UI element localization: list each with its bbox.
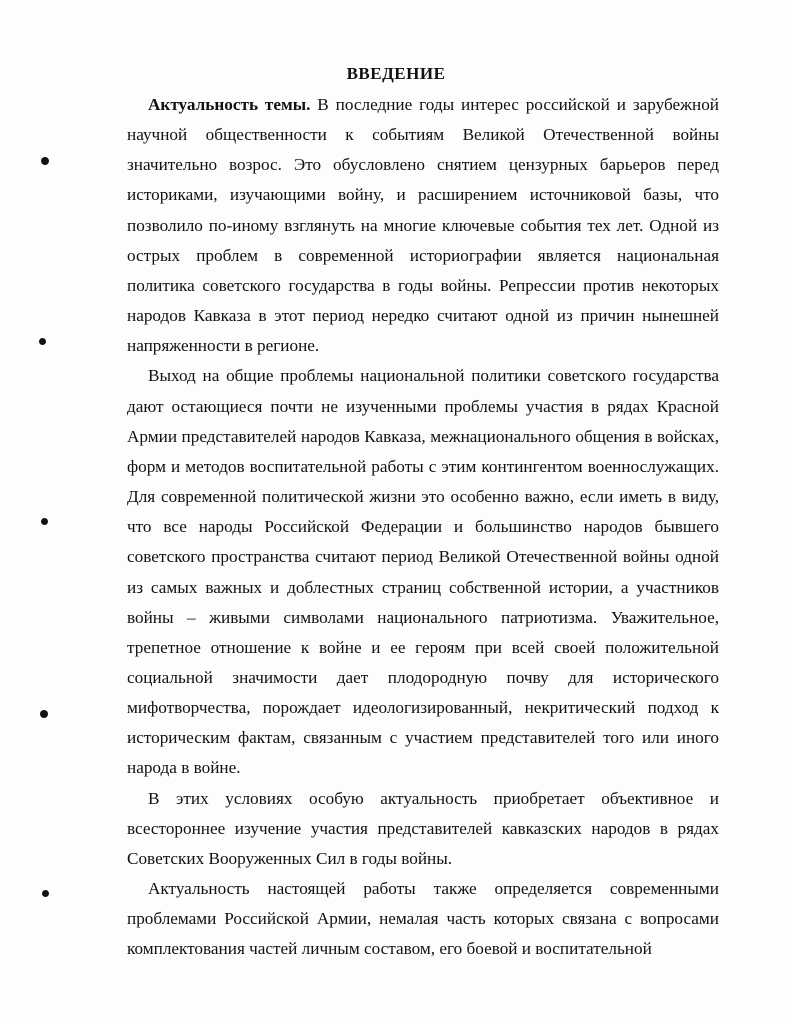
binding-hole-mark	[40, 710, 48, 718]
binding-hole-mark	[39, 338, 46, 345]
paragraph-relevance	[127, 90, 719, 361]
paragraph-text: В этих условиях особую актуальность приобретает объективное и всестороннее изучение участия представителей кавказских народов в рядах Советских Вооруженных Сил в годы войны.	[127, 788, 719, 868]
paragraph-text: Актуальность настоящей работы также определяется современными проблемами Российской Армии, немалая часть которых связана с вопросами комплектования частей личным составом, его боевой и воспитательной	[127, 879, 719, 959]
paragraph-text: Выход на общие проблемы национальной политики советского государства дают остающиеся почти не изученными проблемы участия в рядах Красной Армии представителей народов Кавказа, межнационального общения в войсках, форм и методов воспитательной работы с этим контингентом военнослужащих. Для современной политической жизни это особенно важно, если иметь в виду, что все народы Российской Федерации и большинство народов бывшего советского пространства считают период Великой Отечественной войны одной из самых важных и доблестных страниц собственной истории, а участников войны – живыми символами национального патриотизма. Уважительное, трепетное отношение к войне и ее героям при всей своей положительной социальной значимости дает плодородную почву для исторического мифотворчества, порождает идеологизированный, некритический подход к историческим фактам, связанным с участием представителей того или иного народа в войне.	[127, 366, 719, 778]
binding-hole-mark	[41, 518, 48, 525]
binding-hole-mark	[41, 157, 49, 165]
body-text	[127, 90, 719, 965]
paragraph-army-problems	[127, 874, 719, 964]
page-title: ВВЕДЕНИЕ	[346, 64, 446, 83]
binding-hole-mark	[42, 890, 49, 897]
paragraph-text: В последние годы интерес российской и зарубежной научной общественности к событиям Великой Отечественной войны значительно возрос. Это обусловлено снятием цензурных барьеров перед историками, изучающими войну, и расширением источниковой базы, что позволило по-иному взглянуть на многие ключевые события тех лет. Одной из острых проблем в современной историографии является национальная политика советского государства в годы войны. Репрессии против некоторых народов Кавказа в этот период нередко считают одной из причин нынешней напряженности в регионе.	[127, 95, 720, 356]
paragraph-lead-heading: Актуальность темы.	[148, 95, 311, 114]
paragraph-conditions	[127, 784, 719, 874]
paragraph-national-policy	[127, 361, 719, 783]
